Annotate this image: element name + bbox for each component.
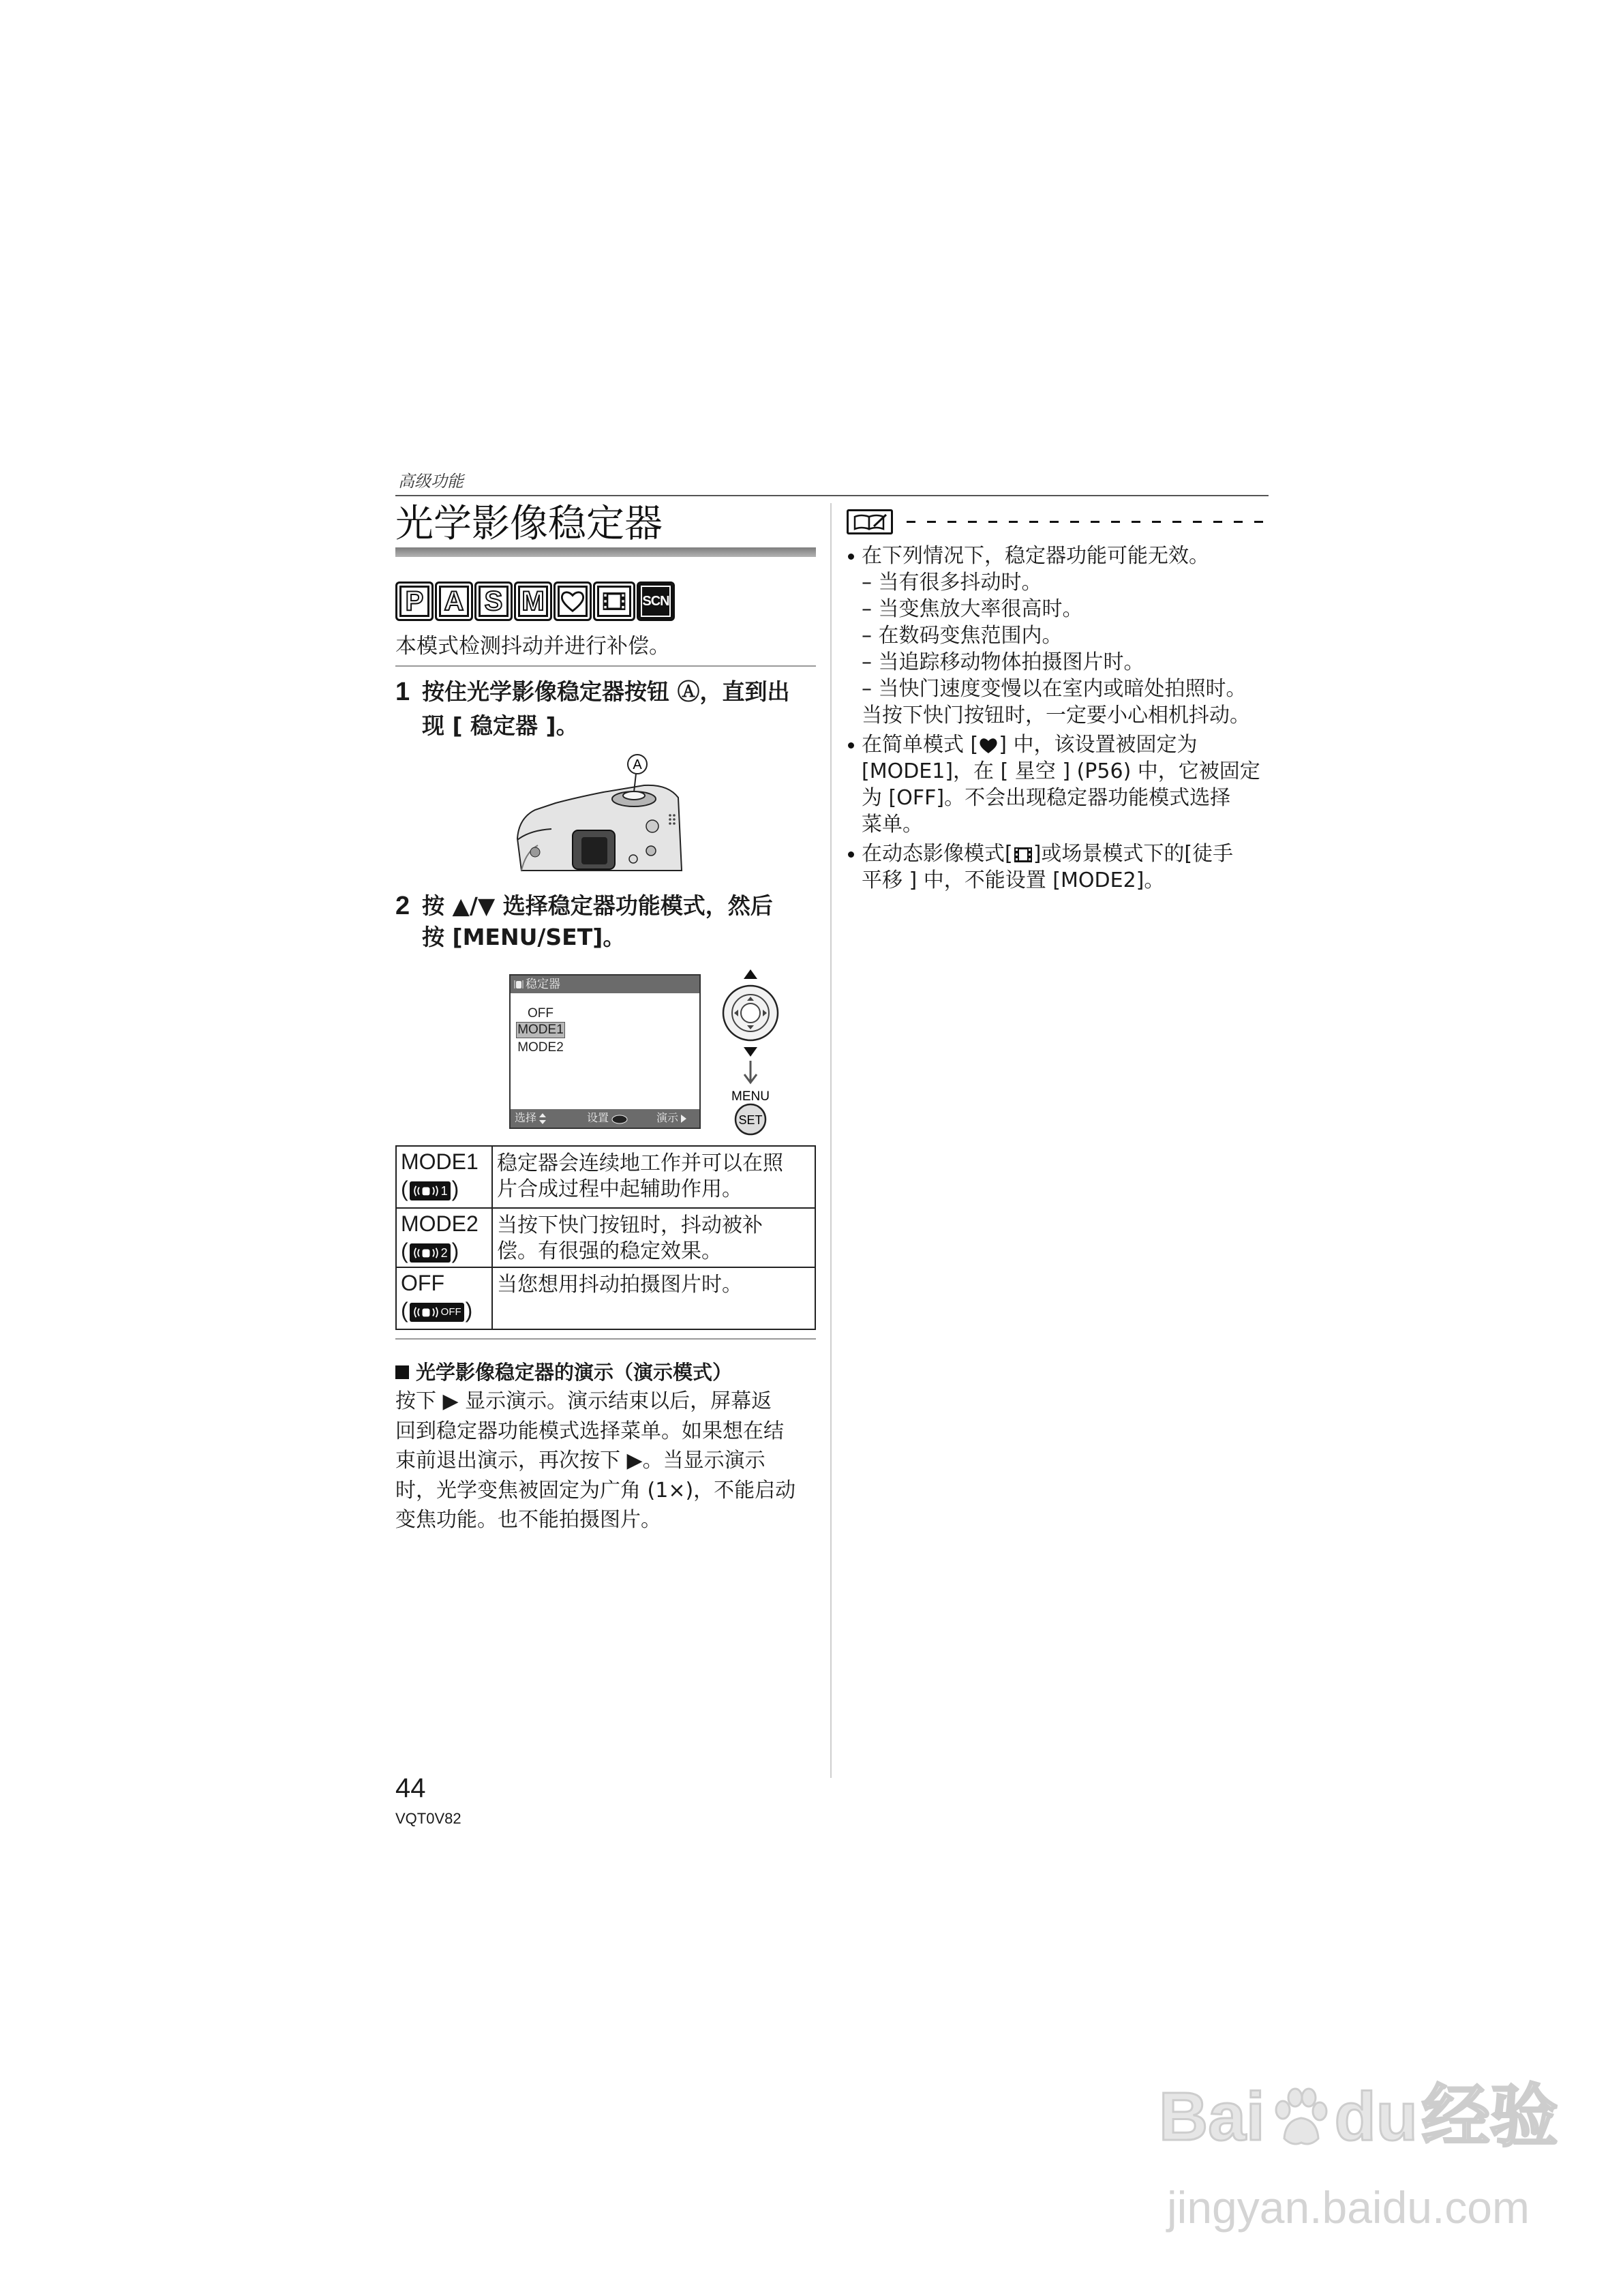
- note-text: 在简单模式 [: [862, 733, 979, 757]
- description-line: 偿。有很强的稳定效果。: [497, 1239, 722, 1263]
- bullet-dot: [848, 742, 854, 749]
- title-underline-bar: [395, 547, 816, 557]
- watermark-site: jingyan.baidu.com: [1167, 2182, 1530, 2233]
- badge-label: 1: [440, 1183, 448, 1198]
- note-sub-item: – 当快门速度变慢以在室内或暗处拍照时。: [862, 677, 1247, 701]
- description-line: 当按下快门按钮时，抖动被补: [497, 1213, 763, 1237]
- note-text: ]或场景模式下的[徒手: [1033, 842, 1234, 866]
- up-down-arrows-icon: [539, 1113, 547, 1125]
- callout-label: A: [633, 757, 642, 772]
- description-cell: [492, 1267, 815, 1329]
- note-text: 在动态影像模式[: [862, 842, 1013, 866]
- heart-icon: [560, 589, 586, 614]
- demo-text-line: 束前退出演示，再次按下 ▶。当显示演示: [395, 1449, 765, 1472]
- mode-icon-line: [401, 1175, 487, 1203]
- lcd-footer-demo: [656, 1109, 687, 1128]
- demo-heading-text: 光学影像稳定器的演示（演示模式）: [416, 1361, 733, 1384]
- lcd-footer-set: [587, 1109, 628, 1128]
- stabilizer-button: [623, 791, 645, 800]
- step-text-line: 按 [MENU/SET]。: [422, 924, 626, 950]
- demo-text-line: 回到稳定器功能模式选择菜单。如果想在结: [395, 1419, 784, 1443]
- table-row: [396, 1146, 815, 1208]
- demo-text-line: 时，光学变焦被固定为广角 (1×)，不能启动: [395, 1478, 796, 1502]
- motion-picture-mode-icon: [593, 581, 635, 621]
- scene-mode-icon: [637, 581, 675, 621]
- shutter-priority-mode-icon: [474, 581, 513, 621]
- simple-mode-heart-icon: [553, 581, 592, 621]
- mode-cell: [396, 1208, 492, 1267]
- note-dashed-rule: [907, 521, 1269, 523]
- step-number: 1: [395, 678, 410, 706]
- manual-exposure-mode-icon: [514, 581, 552, 621]
- header-rule: [395, 495, 1269, 496]
- note-icon: [847, 509, 893, 534]
- paren-open: (: [401, 1177, 408, 1201]
- page-title: 光学影像稳定器: [395, 502, 663, 546]
- mode-icon-label: S: [484, 586, 503, 616]
- mode-cell: [396, 1146, 492, 1208]
- baidu-jingyan-watermark: [1159, 2072, 1558, 2161]
- menu-label: MENU: [731, 1089, 770, 1104]
- mode-name: MODE1: [401, 1149, 479, 1174]
- lcd-footer-demo-label: 演示: [656, 1113, 679, 1124]
- stabilizer-modes-table: [395, 1145, 816, 1330]
- watermark-product: 经验: [1421, 2079, 1558, 2155]
- aperture-priority-mode-icon: [435, 581, 473, 621]
- stabilizer-mode1-icon: [410, 1181, 451, 1200]
- watermark-brand-right: du: [1334, 2079, 1418, 2155]
- stabilizer-mode2-icon: [410, 1243, 451, 1263]
- note-sub-item: – 当变焦放大率很高时。: [862, 597, 1083, 621]
- lcd-footer-bar: [511, 1109, 699, 1128]
- note-sub-item: – 当追踪移动物体拍摄图片时。: [862, 650, 1144, 674]
- down-arrow-icon: [744, 1047, 757, 1057]
- column-divider: [830, 503, 832, 1778]
- paren-open: (: [401, 1298, 408, 1323]
- table-row: [396, 1267, 815, 1329]
- note-text: ] 中，该设置被固定为: [999, 733, 1198, 757]
- description-line: 当您想用抖动拍摄图片时。: [497, 1273, 742, 1297]
- note-bullet-item: [847, 731, 1269, 758]
- step-text-line: 按 ▲/▼ 选择稳定器功能模式，然后: [422, 892, 773, 919]
- camera-illustration: [508, 750, 688, 873]
- lcd-footer-set-label: 设置: [587, 1113, 609, 1124]
- note-continuation: [MODE1]，在 [ 星空 ] (P56) 中，它被固定: [862, 759, 1260, 783]
- stabilizer-off-icon: [410, 1303, 464, 1322]
- lcd-footer-select-label: 选择: [515, 1113, 537, 1124]
- note-sub-item: – 在数码变焦范围内。: [862, 624, 1063, 648]
- motion-picture-icon: [1013, 846, 1033, 864]
- demo-text-line: 按下 ▶ 显示演示。演示结束以后，屏幕返: [395, 1389, 772, 1413]
- lcd-title-bar: [511, 976, 699, 993]
- note-continuation: 为 [OFF]。不会出现稳定器功能模式选择: [862, 786, 1231, 810]
- recording-mode-icons: [395, 581, 675, 621]
- table-row: [396, 1208, 815, 1267]
- page-number: 44: [395, 1773, 426, 1803]
- note-continuation: 当按下快门按钮时，一定要小心相机抖动。: [862, 704, 1250, 727]
- bullet-dot: [848, 554, 854, 560]
- navigation-buttons-illustration: [716, 967, 791, 1138]
- menu-set-button-icon: [611, 1113, 628, 1124]
- lcd-option: MODE1: [516, 1022, 565, 1038]
- program-ae-mode-icon: [395, 581, 434, 621]
- stabilizer-hand-icon: [514, 978, 524, 991]
- lcd-option: OFF: [528, 1006, 553, 1021]
- bullet-dot: [848, 851, 854, 858]
- play-right-arrow-icon: [680, 1114, 687, 1123]
- section-header: 高级功能: [398, 472, 464, 491]
- paren-close: ): [451, 1177, 459, 1201]
- note-bullet-item: [847, 543, 1269, 569]
- mode-icon-line: [401, 1237, 487, 1265]
- mode-icon-line: [401, 1297, 487, 1324]
- section-square-icon: [395, 1365, 409, 1379]
- heart-icon: [978, 737, 999, 755]
- model-code: VQT0V82: [395, 1810, 461, 1827]
- mode-icon-label: SCN: [642, 593, 669, 609]
- badge-label: OFF: [440, 1305, 461, 1318]
- intro-text: 本模式检测抖动并进行补偿。: [395, 634, 670, 659]
- set-label: SET: [738, 1113, 763, 1127]
- mode-name: OFF: [401, 1271, 444, 1295]
- paren-close: ): [465, 1298, 473, 1323]
- badge-label: 2: [440, 1245, 448, 1260]
- paren-open: (: [401, 1239, 408, 1263]
- note-sub-item: – 当有很多抖动时。: [862, 571, 1042, 594]
- watermark-brand-left: Bai: [1159, 2079, 1265, 2155]
- step-text-line: 按住光学影像稳定器按钮 Ⓐ，直到出: [422, 678, 790, 705]
- description-cell: [492, 1146, 815, 1208]
- film-strip-icon: [601, 589, 627, 614]
- mode-icon-label: A: [444, 586, 464, 616]
- note-bullet-item: [847, 841, 1269, 867]
- note-continuation: 平移 ] 中，不能设置 [MODE2]。: [862, 868, 1165, 892]
- notes-list: [847, 543, 1269, 894]
- lcd-footer-select: [515, 1109, 547, 1128]
- demo-text-line: 变焦功能。也不能拍摄图片。: [395, 1508, 661, 1532]
- mode-name: MODE2: [401, 1211, 479, 1236]
- step-number: 2: [395, 892, 410, 920]
- description-line: 片合成过程中起辅助作用。: [497, 1177, 742, 1201]
- divider-rule: [395, 1338, 816, 1340]
- paren-close: ): [451, 1239, 459, 1263]
- mode-cell: [396, 1267, 492, 1329]
- demo-section-heading: [395, 1358, 732, 1387]
- up-arrow-icon: [744, 969, 757, 979]
- divider-rule: [395, 665, 816, 667]
- mode-icon-label: M: [521, 586, 545, 616]
- paw-logo-icon: [1269, 2083, 1331, 2151]
- lcd-screen-illustration: [509, 974, 701, 1129]
- lcd-title: 稳定器: [526, 978, 560, 991]
- description-cell: [492, 1208, 815, 1267]
- lcd-option: MODE2: [517, 1040, 564, 1055]
- note-continuation: 菜单。: [862, 813, 923, 836]
- description-line: 稳定器会连续地工作并可以在照: [497, 1151, 783, 1175]
- step-text-line: 现 [ 稳定器 ]。: [422, 712, 579, 739]
- mode-icon-label: P: [405, 586, 424, 616]
- note-text: 在下列情况下，稳定器功能可能无效。: [862, 544, 1209, 568]
- book-pencil-icon: [851, 513, 889, 532]
